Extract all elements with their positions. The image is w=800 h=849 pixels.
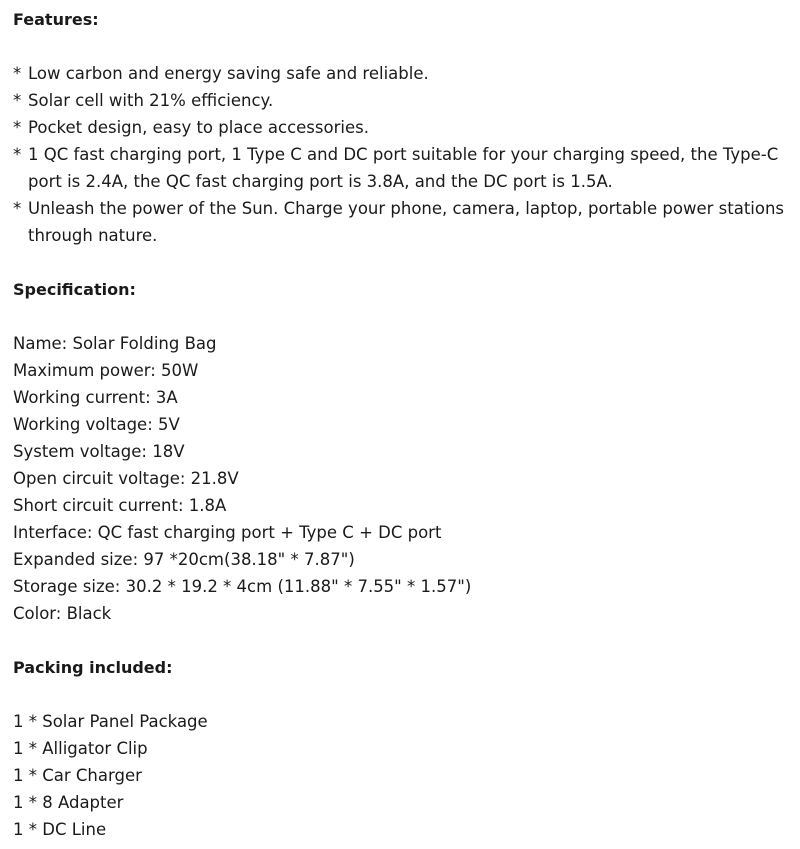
spec-item: Name: Solar Folding Bag bbox=[13, 334, 217, 353]
spec-item: Working current: 3A bbox=[13, 388, 178, 407]
spacer bbox=[13, 249, 797, 276]
feature-text: 1 QC fast charging port, 1 Type C and DC port suitable for your charging speed, the Type-C port is 2.4A, the QC fast charging port is 3.8A, and the DC port is 1.5A. bbox=[28, 145, 779, 191]
product-description bbox=[13, 6, 797, 843]
bullet-marker: * bbox=[13, 199, 22, 218]
bullet-marker: * bbox=[13, 91, 22, 110]
spec-item: Open circuit voltage: 21.8V bbox=[13, 469, 239, 488]
packing-list bbox=[13, 708, 797, 843]
spec-item: Short circuit current: 1.8A bbox=[13, 496, 227, 515]
spec-item: Interface: QC fast charging port + Type C + DC port bbox=[13, 523, 442, 542]
features-list bbox=[13, 60, 797, 249]
feature-text: Low carbon and energy saving safe and reliable. bbox=[28, 64, 429, 83]
spacer bbox=[13, 681, 797, 708]
spec-item: Maximum power: 50W bbox=[13, 361, 199, 380]
specification-heading: Specification: bbox=[13, 280, 136, 299]
feature-item bbox=[13, 60, 797, 87]
features-heading: Features: bbox=[13, 10, 99, 29]
feature-text: Solar cell with 21% efficiency. bbox=[28, 91, 274, 110]
bullet-marker: * bbox=[13, 145, 22, 164]
feature-text: Pocket design, easy to place accessories. bbox=[28, 118, 369, 137]
spec-item: Color: Black bbox=[13, 604, 112, 623]
packing-item: 1 * Solar Panel Package bbox=[13, 712, 208, 731]
spec-item: Expanded size: 97 *20cm(38.18" * 7.87") bbox=[13, 550, 355, 569]
feature-item bbox=[13, 195, 797, 249]
spacer bbox=[13, 627, 797, 654]
feature-item bbox=[13, 141, 797, 195]
feature-item bbox=[13, 87, 797, 114]
packing-item: 1 * Car Charger bbox=[13, 766, 142, 785]
spec-item: Storage size: 30.2 * 19.2 * 4cm (11.88" * 7.55" * 1.57") bbox=[13, 577, 472, 596]
bullet-marker: * bbox=[13, 118, 22, 137]
packing-item: 1 * Alligator Clip bbox=[13, 739, 148, 758]
packing-heading: Packing included: bbox=[13, 658, 173, 677]
specification-list bbox=[13, 330, 797, 627]
feature-text: Unleash the power of the Sun. Charge your phone, camera, laptop, portable power stations through nature. bbox=[28, 199, 785, 245]
spacer bbox=[13, 33, 797, 60]
bullet-marker: * bbox=[13, 64, 22, 83]
spacer bbox=[13, 303, 797, 330]
packing-item: 1 * 8 Adapter bbox=[13, 793, 124, 812]
spec-item: Working voltage: 5V bbox=[13, 415, 180, 434]
feature-item bbox=[13, 114, 797, 141]
packing-item: 1 * DC Line bbox=[13, 820, 107, 839]
spec-item: System voltage: 18V bbox=[13, 442, 185, 461]
